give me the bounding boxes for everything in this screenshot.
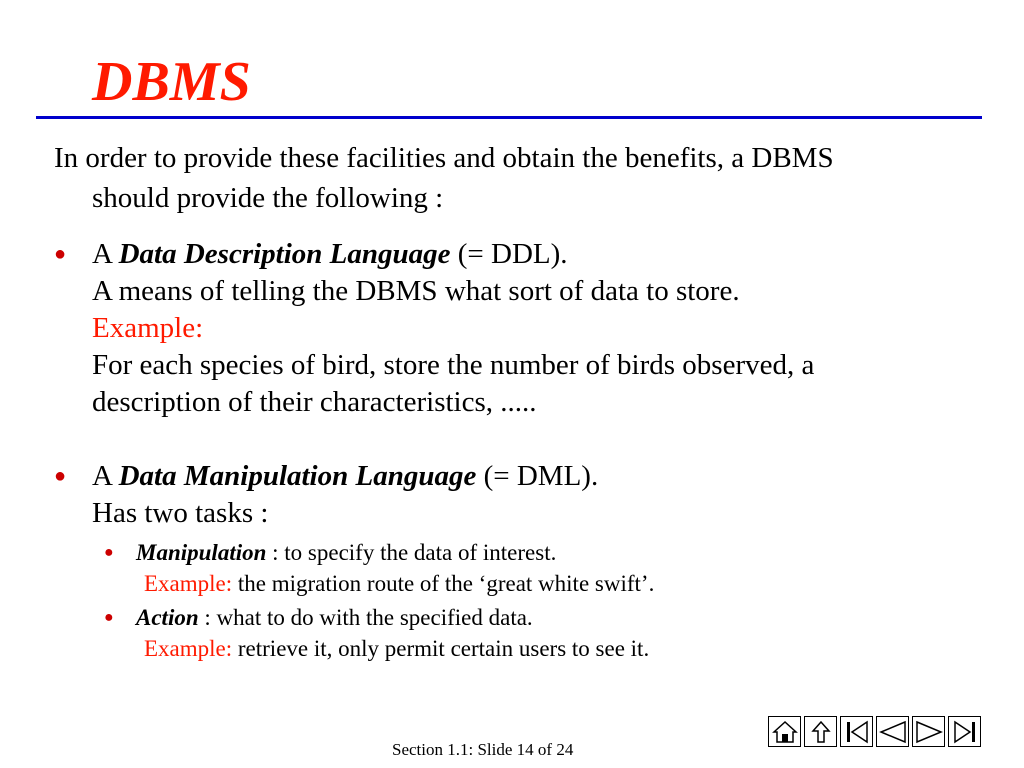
dml-term: Data Manipulation Language (118, 460, 477, 492)
sub-bullet-example (136, 633, 984, 664)
slide-navigation (768, 716, 981, 747)
previous-slide-icon (879, 720, 907, 744)
up-button[interactable] (804, 716, 837, 747)
sub-bullet-example (136, 568, 984, 599)
bullet-suffix: (= DML). (476, 460, 599, 492)
sub-bullet-dot: ● (104, 544, 114, 561)
action-term: Action (136, 605, 199, 630)
previous-slide-button[interactable] (876, 716, 909, 747)
bullet-suffix: (= DDL). (450, 238, 568, 270)
intro-paragraph (54, 138, 994, 218)
bullet-heading (92, 458, 974, 495)
manipulation-text: : to specify the data of interest. (266, 540, 557, 565)
slide-title: DBMS (92, 51, 251, 113)
sub-bullet-manipulation (104, 537, 984, 599)
sub-bullet-heading (136, 602, 984, 633)
action-text: : what to do with the specified data. (198, 605, 533, 630)
action-example-text: retrieve it, only permit certain users to see it. (232, 636, 650, 661)
manipulation-term: Manipulation (136, 540, 267, 565)
bullet-prefix: A (92, 238, 119, 270)
bullet-prefix: A (92, 460, 119, 492)
home-button[interactable] (768, 716, 801, 747)
ddl-example-line-1: For each species of bird, store the number of birds observed, a (92, 349, 815, 381)
slide-footer: Section 1.1: Slide 14 of 24 (392, 740, 574, 759)
sub-bullet-action (104, 602, 984, 664)
dml-description: Has two tasks : (92, 497, 269, 529)
next-slide-button[interactable] (912, 716, 945, 747)
title-divider (36, 116, 982, 119)
next-slide-icon (915, 720, 943, 744)
up-arrow-icon (809, 720, 833, 744)
last-slide-button[interactable] (948, 716, 981, 747)
home-icon (772, 720, 798, 744)
action-example-label: Example: (144, 636, 233, 661)
bullet-dml (54, 458, 974, 532)
ddl-description: A means of telling the DBMS what sort of data to store. (92, 275, 740, 307)
ddl-example-label: Example: (92, 312, 204, 344)
bullet-ddl (54, 236, 974, 421)
ddl-example-line-2: description of their characteristics, ..... (92, 386, 537, 418)
bullet-dot: ● (54, 243, 67, 265)
intro-line-2: should provide the following : (92, 182, 444, 214)
manipulation-example-text: the migration route of the ‘great white swift’. (232, 571, 655, 596)
bullet-dot: ● (54, 465, 67, 487)
ddl-term: Data Description Language (118, 238, 451, 270)
bullet-heading (92, 236, 974, 273)
last-slide-icon (952, 720, 978, 744)
manipulation-example-label: Example: (144, 571, 233, 596)
sub-bullet-heading (136, 537, 984, 568)
first-slide-icon (844, 720, 870, 744)
intro-line-1: In order to provide these facilities and obtain the benefits, a DBMS (54, 142, 834, 174)
sub-bullet-dot: ● (104, 609, 114, 626)
first-slide-button[interactable] (840, 716, 873, 747)
